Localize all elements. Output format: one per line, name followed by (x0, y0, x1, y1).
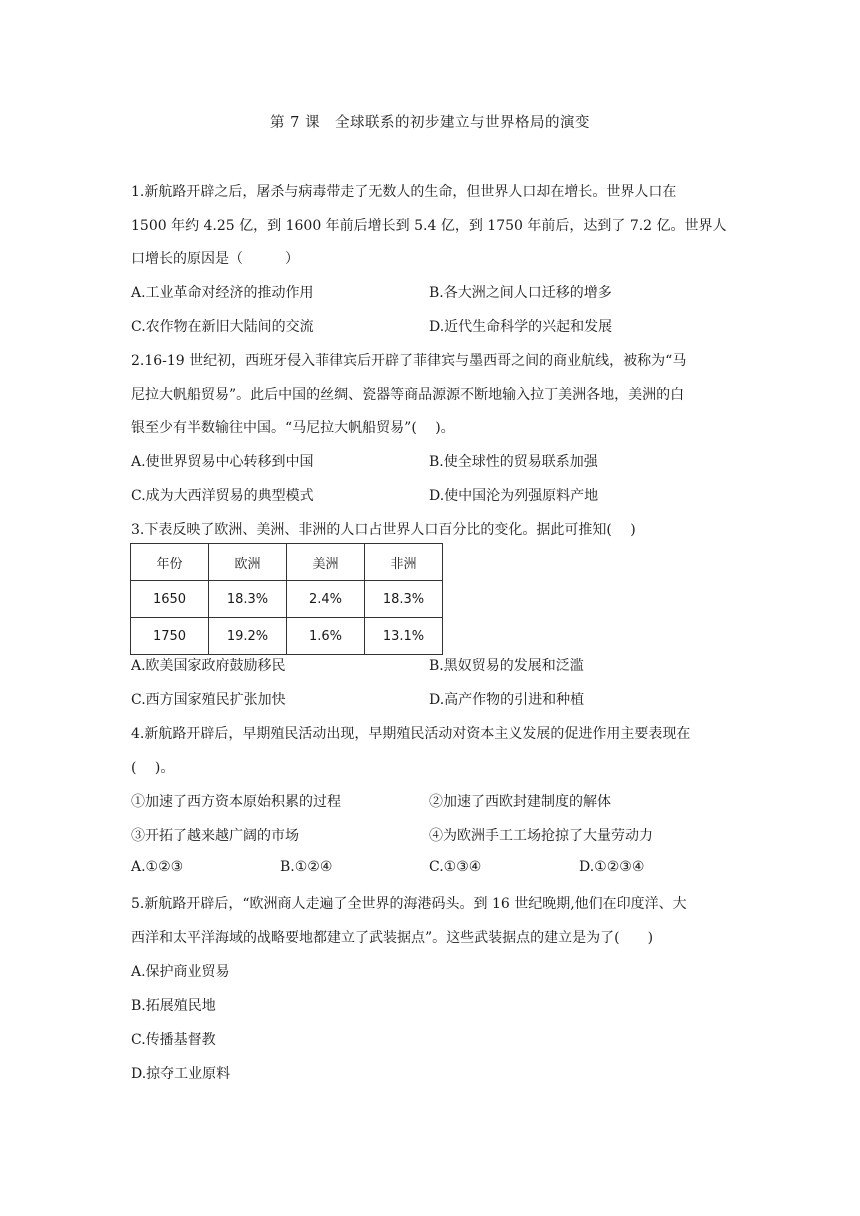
table-cell: 19.2% (209, 618, 287, 655)
q3-option-a: A.欧美国家政府鼓励移民 (131, 658, 286, 674)
table-cell: 18.3% (365, 581, 443, 618)
q2-option-a: A.使世界贸易中心转移到中国 (131, 454, 314, 470)
q4-stem-line-2: ( )。 (131, 760, 175, 776)
q4-statement-4: ④为欧洲手工工场抢掠了大量劳动力 (429, 828, 653, 844)
q5-option-a: A.保护商业贸易 (131, 964, 230, 980)
q3-stem-line-1: 3.下表反映了欧洲、美洲、非洲的人口占世界人口百分比的变化。据此可推知( ) (131, 522, 636, 538)
lesson-title: 第 7 课 全球联系的初步建立与世界格局的演变 (270, 115, 590, 131)
q4-stem-line-1: 4.新航路开辟后，早期殖民活动出现，早期殖民活动对资本主义发展的促进作用主要表现在 (131, 726, 691, 742)
q2-stem-line-2: 尼拉大帆船贸易”。此后中国的丝绸、瓷器等商品源源不断地输入拉丁美洲各地，美洲的白 (131, 387, 685, 403)
table-cell: 18.3% (209, 581, 287, 618)
q2-option-b: B.使全球性的贸易联系加强 (429, 454, 598, 470)
q5-option-b: B.拓展殖民地 (131, 998, 216, 1014)
table-cell: 1650 (131, 581, 209, 618)
q1-stem-line-1: 1.新航路开辟之后，屠杀与病毒带走了无数人的生命，但世界人口却在增长。世界人口在 (131, 184, 677, 200)
population-table (130, 543, 443, 655)
q1-option-c: C.农作物在新旧大陆间的交流 (131, 319, 314, 335)
table-header-cell: 美洲 (287, 544, 365, 581)
q1-option-a: A.工业革命对经济的推动作用 (131, 285, 314, 301)
q4-statement-1: ①加速了西方资本原始积累的过程 (131, 794, 341, 810)
q5-stem-line-1: 5.新航路开辟后，“欧洲商人走遍了全世界的海港码头。到 16 世纪晚期,他们在印度洋、大 (131, 896, 687, 912)
table-header-cell: 非洲 (365, 544, 443, 581)
q1-stem-line-2: 1500 年约 4.25 亿，到 1600 年前后增长到 5.4 亿，到 1750 年前后，达到了 7.2 亿。世界人 (131, 218, 727, 234)
table-cell: 1750 (131, 618, 209, 655)
q2-option-c: C.成为大西洋贸易的典型模式 (131, 488, 314, 504)
table-header-cell: 欧洲 (209, 544, 287, 581)
q2-option-d: D.使中国沦为列强原料产地 (429, 488, 599, 504)
q5-stem-line-2: 西洋和太平洋海域的战略要地都建立了武装据点”。这些武装据点的建立是为了( ) (131, 930, 654, 946)
q5-option-c: C.传播基督教 (131, 1032, 216, 1048)
table-cell: 1.6% (287, 618, 365, 655)
q4-option-a: A.①②③ (131, 859, 184, 875)
table-cell: 13.1% (365, 618, 443, 655)
table-header-row (131, 544, 443, 581)
table-row (131, 618, 443, 655)
q4-option-d: D.①②③④ (579, 859, 645, 875)
q3-option-b: B.黑奴贸易的发展和泛滥 (429, 658, 584, 674)
table-cell: 2.4% (287, 581, 365, 618)
q4-option-c: C.①③④ (429, 859, 482, 875)
q1-option-d: D.近代生命科学的兴起和发展 (429, 319, 613, 335)
table-header-cell: 年份 (131, 544, 209, 581)
q4-option-b: B.①②④ (280, 859, 333, 875)
q1-stem-line-3: 口增长的原因是（ ） (131, 251, 299, 267)
table-row (131, 581, 443, 618)
q2-stem-line-1: 2.16-19 世纪初，西班牙侵入菲律宾后开辟了菲律宾与墨西哥之间的商业航线，被称为“马 (131, 353, 687, 369)
q3-option-c: C.西方国家殖民扩张加快 (131, 692, 286, 708)
q4-statement-3: ③开拓了越来越广阔的市场 (131, 828, 299, 844)
q2-stem-line-3: 银至少有半数输往中国。“马尼拉大帆船贸易”( )。 (131, 420, 455, 436)
q5-option-d: D.掠夺工业原料 (131, 1066, 231, 1082)
q1-option-b: B.各大洲之间人口迁移的增多 (429, 285, 612, 301)
q4-statement-2: ②加速了西欧封建制度的解体 (429, 794, 611, 810)
q3-option-d: D.高产作物的引进和种植 (429, 692, 585, 708)
